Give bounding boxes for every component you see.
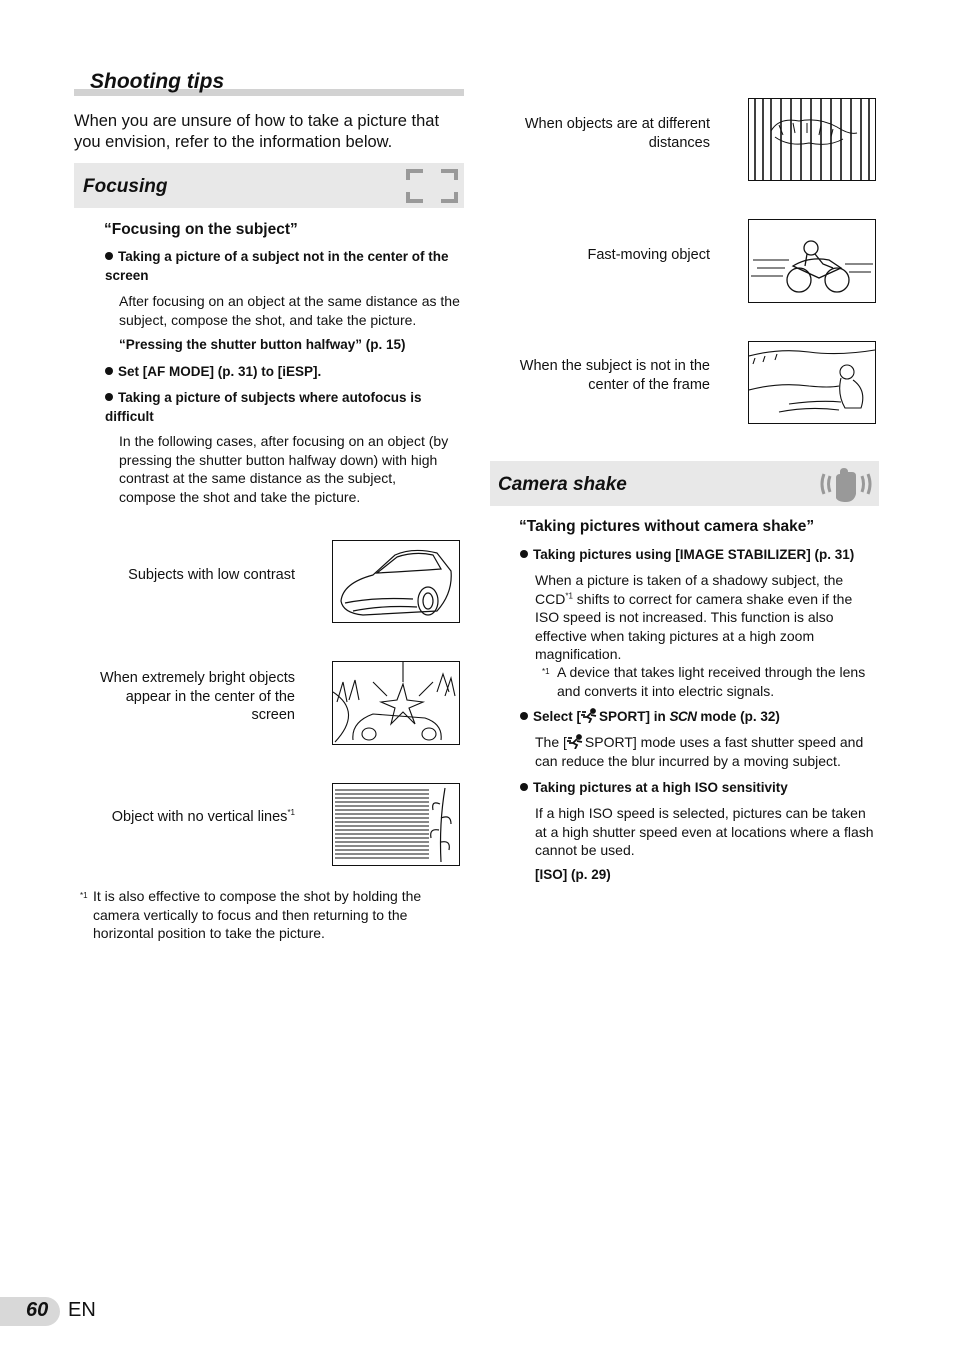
caption-no-vertical-lines: Object with no vertical lines$^{*1}$ (111, 808, 295, 825)
focusing-bullet-af-difficult-body: In the following cases, after focusing on an object (by pressing the shutter button halfway down) with high contrast at the same distance as the subject, compose the shot and take the picture. (119, 433, 449, 505)
shake-bullet-stabilizer: Taking pictures using [IMAGE STABILIZER] (p. 31) (520, 545, 880, 564)
focusing-footnote: *1 It is also effective to compose the shot by holding the camera vertically to focus and then returning to the horizontal position to take the picture. (80, 888, 422, 941)
bright-object-illustration (332, 661, 460, 745)
shake-bullet-sport-body: The [ SPORT] mode uses a fast shutter speed and can reduce the blur incurred by a moving subject. (535, 734, 864, 769)
language-label: EN (68, 1299, 96, 1321)
shake-bullet-sport: Select [ SPORT] in SCN mode (p. 32) (520, 707, 880, 726)
page-number: 60 (26, 1299, 49, 1321)
focusing-shutter-ref: “Pressing the shutter button halfway” (p. 15) (119, 337, 406, 352)
off-center-subject-illustration (748, 341, 876, 424)
camera-shake-subheading: “Taking pictures without camera shake” (519, 518, 815, 535)
focusing-bullet-off-center-body: After focusing on an object at the same distance as the subject, compose the shot, and take the picture. (119, 293, 460, 328)
iso-ref: [ISO] (p. 29) (535, 867, 611, 882)
shake-bullet-stabilizer-body: When a picture is taken of a shadowy subject, the CCD$^{*1}$ shifts to correct for camera shake even if the ISO speed is not increased. This function is also effective when taking pictures at a high zoom magnification. (535, 572, 853, 662)
sport-mode-icon (581, 708, 599, 723)
camera-shake-heading: Camera shake (498, 474, 627, 495)
scn-mode-icon: SCN (669, 709, 697, 724)
low-contrast-car-illustration (332, 540, 460, 623)
motorcycle-illustration (748, 219, 876, 303)
shake-footnote: *1 A device that takes light received through the lens and converts it into electric signals. (542, 664, 866, 699)
caption-bright-objects: When extremely bright objects appear in the center of the screen (99, 670, 295, 723)
sport-mode-icon (567, 734, 585, 749)
shake-bullet-iso-body: If a high ISO speed is selected, pictures can be taken at a high shutter speed even at locations where a flash cannot be used. (535, 805, 874, 858)
caption-fast-moving: Fast-moving object (587, 247, 710, 263)
shake-bullet-iso: Taking pictures at a high ISO sensitivity (520, 778, 880, 797)
camera-shake-icon (818, 464, 874, 504)
bullet-dot (520, 783, 528, 791)
af-frame-icon (405, 168, 459, 204)
intro-text: When you are unsure of how to take a picture that you envision, refer to the information below. (74, 112, 440, 151)
bullet-dot (105, 252, 113, 260)
focusing-bullet-off-center: Taking a picture of a subject not in the center of the screen (105, 249, 449, 283)
focusing-subheading: “Focusing on the subject” (104, 221, 298, 238)
horizontal-lines-illustration (332, 783, 460, 866)
tiger-bars-illustration (748, 98, 876, 181)
focusing-heading: Focusing (83, 176, 168, 197)
bullet-dot (520, 712, 528, 720)
caption-not-center: When the subject is not in the center of the frame (519, 358, 710, 393)
bullet-dot (105, 367, 113, 375)
caption-different-distances: When objects are at different distances (524, 116, 710, 151)
bullet-dot (520, 550, 528, 558)
focusing-bullet-af-mode: Set [AF MODE] (p. 31) to [iESP]. (105, 362, 460, 381)
caption-low-contrast: Subjects with low contrast (128, 567, 295, 583)
focusing-bullet-af-difficult: Taking a picture of subjects where autofocus is difficult (105, 390, 422, 424)
page-title: Shooting tips (90, 70, 225, 93)
bullet-dot (105, 393, 113, 401)
